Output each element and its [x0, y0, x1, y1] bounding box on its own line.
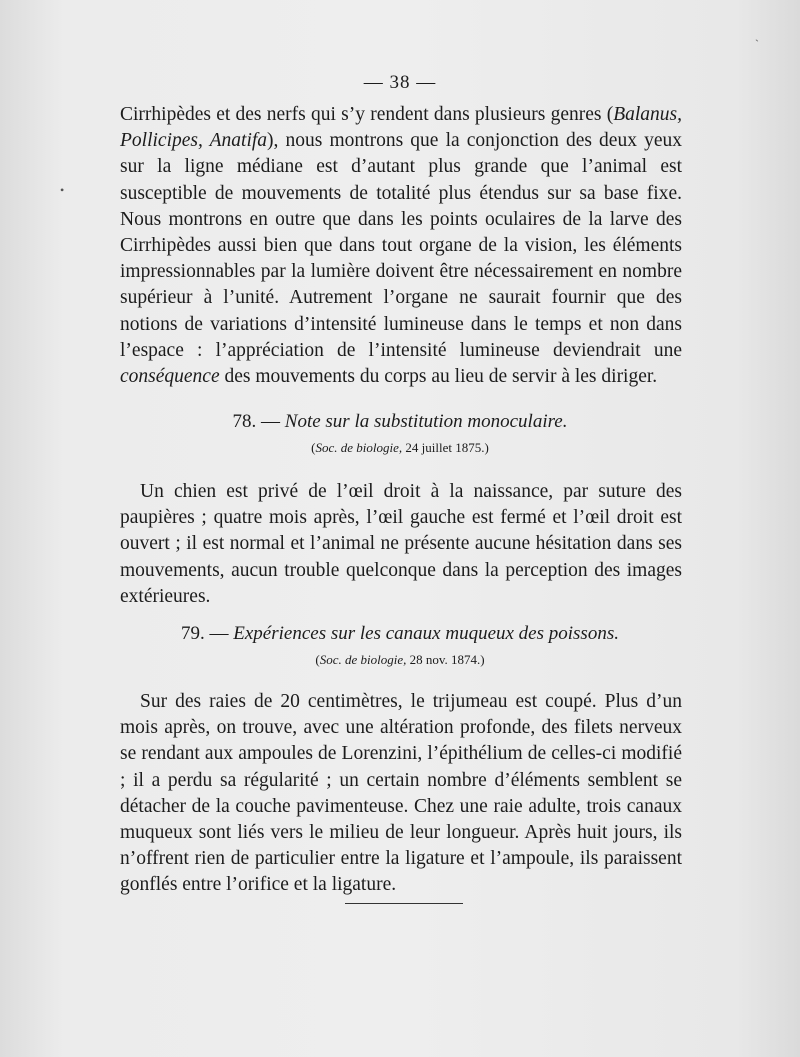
section-78-title: Note sur la substitution monoculaire.	[284, 411, 568, 432]
section-79-number: 79. —	[181, 623, 229, 644]
section-78-source	[0, 440, 800, 456]
paragraph-1-text-b: ), nous montrons que la conjonction des deux yeux sur la ligne médiane est d’autant plus grande que l’animal est susceptible de mouvements de totalité plus étendus sur sa base fixe. Nous montrons en outre que dans les points oculaires de la larve des Cirrhipèdes aussi bien que dans tout organe de la vision, les éléments impressionnables par la lumière doivent être nécessairement en nombre supérieur à l’unité. Autrement l’organe ne saurait fournir que des notions de variations d’intensité lumineuse dans le temps et non dans l’espace : l’appréciation de l’intensité lumineuse deviendrait une	[120, 130, 682, 361]
paragraph-1-genera: Balanus, Pollicipes, Anatifa	[120, 104, 682, 152]
ink-speck: •	[60, 183, 65, 197]
end-rule	[345, 903, 463, 904]
paragraph-1-text-c: des mouvements du corps au lieu de servir à les diriger.	[219, 366, 658, 388]
paragraph-continued	[120, 102, 682, 390]
paragraph-1	[120, 102, 682, 390]
section-79-source-date: 28 nov. 1874.)	[406, 652, 485, 667]
section-79-source	[0, 652, 800, 668]
section-79-heading	[0, 623, 800, 645]
paragraph-1-emphasis: conséquence	[120, 366, 220, 388]
section-78-source-journal: Soc. de biologie,	[315, 440, 403, 455]
section-78-source-open: (	[311, 440, 316, 455]
section-79-source-open: (	[315, 652, 320, 667]
section-79-body: Sur des raies de 20 centimètres, le trijumeau est coupé. Plus d’un mois après, on trouve, avec une altération profonde, des filets nerveux se rendant aux ampoules de Lorenzini, l’épithélium de celles-ci modifié ; il a perdu sa régularité ; un certain nombre d’éléments semblent se détacher de la couche pavimenteuse. Chez une raie adulte, trois canaux muqueux sont liés vers le milieu de leur longueur. Après huit jours, ils n’offrent rien de particulier entre la ligature et l’ampoule, ils paraissent gonflés entre l’orifice et la ligature.	[120, 691, 682, 896]
section-79-title: Expériences sur les canaux muqueux des poissons.	[233, 623, 619, 644]
section-78-body: Un chien est privé de l’œil droit à la naissance, par suture des paupières ; quatre mois après, l’œil gauche est fermé et l’œil droit est ouvert ; il est normal et l’animal ne présente aucune hésitation dans ses mouvements, aucun trouble quelconque dans la perception des images extérieures.	[120, 481, 682, 607]
section-78-source-date: 24 juillet 1875.)	[402, 440, 489, 455]
paragraph-1-text-a: Cirrhipèdes et des nerfs qui s’y rendent dans plusieurs genres (	[120, 104, 614, 125]
section-79-body-block	[120, 689, 682, 899]
section-79-source-journal: Soc. de biologie,	[319, 652, 407, 667]
section-78-heading	[0, 411, 800, 433]
ink-speck: ˎ	[755, 28, 759, 42]
page-number: — 38 —	[363, 72, 437, 93]
section-78-body-block	[120, 479, 682, 610]
section-78-number: 78. —	[232, 411, 281, 432]
